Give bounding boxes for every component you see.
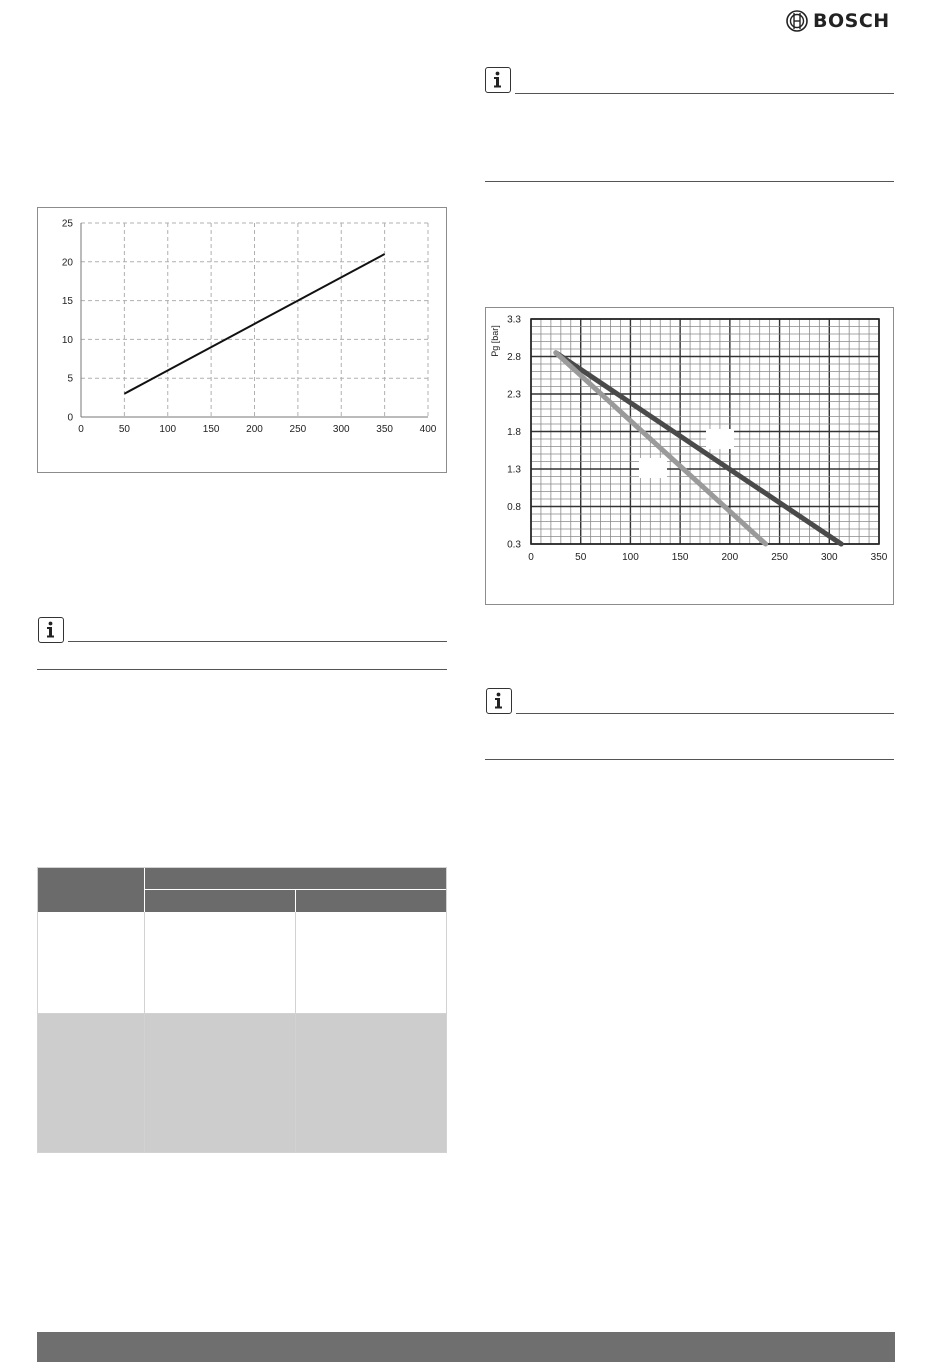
y-tick-label: 3.3 bbox=[507, 314, 521, 326]
table-header-row bbox=[38, 868, 446, 912]
x-tick-label: 50 bbox=[118, 424, 130, 435]
table-header-divider bbox=[144, 868, 145, 912]
x-tick-label: 250 bbox=[771, 552, 788, 563]
note-rule-bottom bbox=[485, 181, 894, 182]
series-line bbox=[556, 353, 841, 544]
flow-chart bbox=[38, 208, 446, 472]
note-rule-top bbox=[68, 641, 447, 642]
y-tick-label: 2.3 bbox=[507, 389, 521, 401]
x-tick-label: 300 bbox=[820, 552, 838, 563]
footer-bar bbox=[37, 1332, 895, 1362]
data-table bbox=[37, 867, 447, 1153]
y-tick-label: 25 bbox=[61, 218, 73, 230]
y-tick-label: 0.3 bbox=[507, 539, 521, 551]
flow-chart-frame bbox=[37, 207, 447, 473]
table-column-divider bbox=[144, 912, 145, 1152]
y-tick-label: 0.8 bbox=[507, 502, 521, 513]
x-tick-label: 100 bbox=[622, 552, 639, 563]
table-row bbox=[38, 1014, 446, 1152]
y-tick-label: 15 bbox=[61, 296, 73, 308]
info-icon bbox=[486, 688, 512, 714]
x-tick-label: 300 bbox=[332, 424, 350, 435]
x-tick-label: 400 bbox=[419, 424, 437, 435]
brand-name: BOSCH bbox=[813, 10, 890, 32]
bosch-armature-icon bbox=[786, 10, 808, 32]
y-tick-label: 2.8 bbox=[507, 352, 521, 363]
series-line bbox=[556, 353, 766, 544]
pressure-chart bbox=[486, 308, 893, 604]
series-label-box bbox=[639, 458, 667, 478]
y-tick-label: 1.3 bbox=[507, 464, 521, 476]
note-rule-top bbox=[515, 93, 894, 94]
info-icon bbox=[38, 617, 64, 643]
y-tick-label: 10 bbox=[61, 334, 73, 346]
table-header-divider bbox=[295, 890, 296, 912]
x-tick-label: 350 bbox=[376, 424, 393, 435]
series-label-box bbox=[706, 429, 734, 449]
y-tick-label: 5 bbox=[67, 373, 73, 385]
info-icon bbox=[485, 67, 511, 93]
x-tick-label: 200 bbox=[721, 552, 739, 563]
bosch-logo bbox=[786, 8, 898, 34]
y-tick-label: 20 bbox=[61, 257, 73, 269]
note-rule-bottom bbox=[37, 669, 447, 670]
x-tick-label: 150 bbox=[671, 552, 689, 563]
y-tick-label: 1.8 bbox=[507, 427, 521, 438]
x-tick-label: 250 bbox=[289, 424, 307, 435]
note-rule-bottom bbox=[485, 759, 894, 760]
table-column-divider bbox=[295, 912, 296, 1152]
x-tick-label: 350 bbox=[870, 552, 888, 563]
x-tick-label: 200 bbox=[246, 424, 263, 435]
note-rule-top bbox=[516, 713, 894, 714]
x-tick-label: 0 bbox=[78, 424, 84, 435]
x-tick-label: 50 bbox=[575, 552, 587, 563]
x-tick-label: 100 bbox=[159, 424, 177, 435]
x-tick-label: 0 bbox=[528, 552, 534, 563]
pressure-chart-frame bbox=[485, 307, 894, 605]
y-tick-label: 0 bbox=[67, 412, 73, 424]
y-axis-label: Pg [bar] bbox=[490, 325, 500, 357]
table-row bbox=[38, 912, 446, 1014]
table-row-divider bbox=[38, 1013, 446, 1014]
x-tick-label: 150 bbox=[202, 424, 220, 435]
